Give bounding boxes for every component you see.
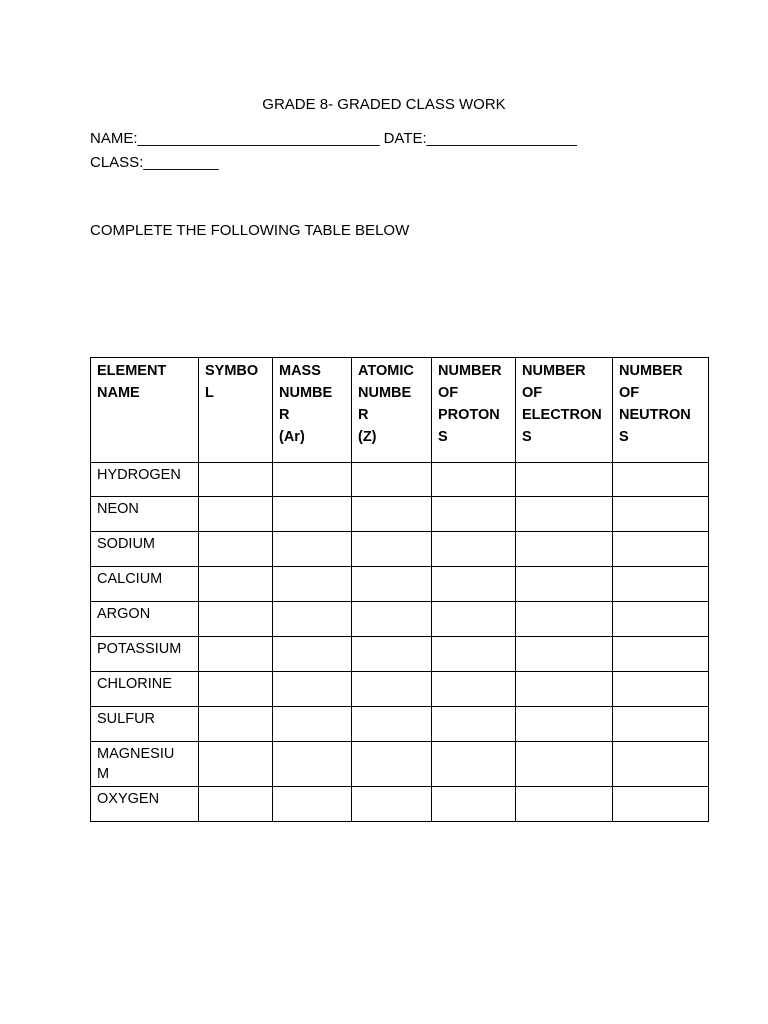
table-row — [91, 463, 709, 497]
protons-cell[interactable] — [432, 497, 516, 532]
atomic-number-cell[interactable] — [352, 672, 432, 707]
protons-cell[interactable] — [432, 463, 516, 497]
table-row — [91, 637, 709, 672]
table-row — [91, 602, 709, 637]
element-name-cell: HYDROGEN — [91, 463, 199, 497]
neutrons-cell[interactable] — [613, 567, 709, 602]
mass-number-cell[interactable] — [273, 497, 352, 532]
electrons-cell[interactable] — [516, 707, 613, 742]
protons-cell[interactable] — [432, 707, 516, 742]
header-element-name: ELEMENT NAME — [91, 358, 199, 463]
elements-table — [90, 357, 709, 822]
table-row — [91, 497, 709, 532]
atomic-number-cell[interactable] — [352, 637, 432, 672]
electrons-cell[interactable] — [516, 567, 613, 602]
symbol-cell[interactable] — [199, 707, 273, 742]
atomic-number-cell[interactable] — [352, 532, 432, 567]
protons-cell[interactable] — [432, 637, 516, 672]
class-line: CLASS:_________ — [90, 154, 219, 171]
symbol-cell[interactable] — [199, 532, 273, 567]
symbol-cell[interactable] — [199, 787, 273, 822]
symbol-cell[interactable] — [199, 742, 273, 787]
atomic-number-cell[interactable] — [352, 567, 432, 602]
electrons-cell[interactable] — [516, 787, 613, 822]
table-row — [91, 567, 709, 602]
table-row — [91, 742, 709, 787]
neutrons-cell[interactable] — [613, 707, 709, 742]
protons-cell[interactable] — [432, 672, 516, 707]
header-atomic-number: ATOMIC NUMBE R (Z) — [352, 358, 432, 463]
atomic-number-cell[interactable] — [352, 497, 432, 532]
symbol-cell[interactable] — [199, 567, 273, 602]
table-header-row — [91, 358, 709, 463]
mass-number-cell[interactable] — [273, 707, 352, 742]
atomic-number-cell[interactable] — [352, 602, 432, 637]
header-neutrons: NUMBER OF NEUTRON S — [613, 358, 709, 463]
mass-number-cell[interactable] — [273, 532, 352, 567]
element-name-cell: POTASSIUM — [91, 637, 199, 672]
mass-number-cell[interactable] — [273, 672, 352, 707]
electrons-cell[interactable] — [516, 637, 613, 672]
atomic-number-cell[interactable] — [352, 787, 432, 822]
table-row — [91, 672, 709, 707]
electrons-cell[interactable] — [516, 497, 613, 532]
protons-cell[interactable] — [432, 567, 516, 602]
mass-number-cell[interactable] — [273, 463, 352, 497]
symbol-cell[interactable] — [199, 602, 273, 637]
electrons-cell[interactable] — [516, 672, 613, 707]
protons-cell[interactable] — [432, 602, 516, 637]
electrons-cell[interactable] — [516, 602, 613, 637]
neutrons-cell[interactable] — [613, 672, 709, 707]
element-name-cell: SULFUR — [91, 707, 199, 742]
protons-cell[interactable] — [432, 532, 516, 567]
element-name-cell: OXYGEN — [91, 787, 199, 822]
table-row — [91, 787, 709, 822]
symbol-cell[interactable] — [199, 672, 273, 707]
element-name-cell: ARGON — [91, 602, 199, 637]
mass-number-cell[interactable] — [273, 567, 352, 602]
element-name-cell: CHLORINE — [91, 672, 199, 707]
neutrons-cell[interactable] — [613, 787, 709, 822]
table-row — [91, 532, 709, 567]
symbol-cell[interactable] — [199, 497, 273, 532]
electrons-cell[interactable] — [516, 463, 613, 497]
name-date-line: NAME:_____________________________ DATE:__________________ — [90, 130, 577, 147]
neutrons-cell[interactable] — [613, 532, 709, 567]
mass-number-cell[interactable] — [273, 637, 352, 672]
mass-number-cell[interactable] — [273, 742, 352, 787]
symbol-cell[interactable] — [199, 463, 273, 497]
neutrons-cell[interactable] — [613, 602, 709, 637]
symbol-cell[interactable] — [199, 637, 273, 672]
element-name-cell: MAGNESIU M — [91, 742, 199, 787]
electrons-cell[interactable] — [516, 532, 613, 567]
instruction-text: COMPLETE THE FOLLOWING TABLE BELOW — [90, 222, 410, 239]
element-name-cell: CALCIUM — [91, 567, 199, 602]
neutrons-cell[interactable] — [613, 637, 709, 672]
mass-number-cell[interactable] — [273, 602, 352, 637]
neutrons-cell[interactable] — [613, 742, 709, 787]
atomic-number-cell[interactable] — [352, 463, 432, 497]
header-electrons: NUMBER OF ELECTRON S — [516, 358, 613, 463]
table-body — [91, 463, 709, 822]
protons-cell[interactable] — [432, 787, 516, 822]
header-symbol: SYMBO L — [199, 358, 273, 463]
header-protons: NUMBER OF PROTON S — [432, 358, 516, 463]
worksheet-title: GRADE 8- GRADED CLASS WORK — [262, 96, 506, 113]
neutrons-cell[interactable] — [613, 497, 709, 532]
atomic-number-cell[interactable] — [352, 742, 432, 787]
protons-cell[interactable] — [432, 742, 516, 787]
electrons-cell[interactable] — [516, 742, 613, 787]
atomic-number-cell[interactable] — [352, 707, 432, 742]
element-name-cell: SODIUM — [91, 532, 199, 567]
table-row — [91, 707, 709, 742]
element-name-cell: NEON — [91, 497, 199, 532]
mass-number-cell[interactable] — [273, 787, 352, 822]
neutrons-cell[interactable] — [613, 463, 709, 497]
header-mass-number: MASS NUMBE R (Ar) — [273, 358, 352, 463]
